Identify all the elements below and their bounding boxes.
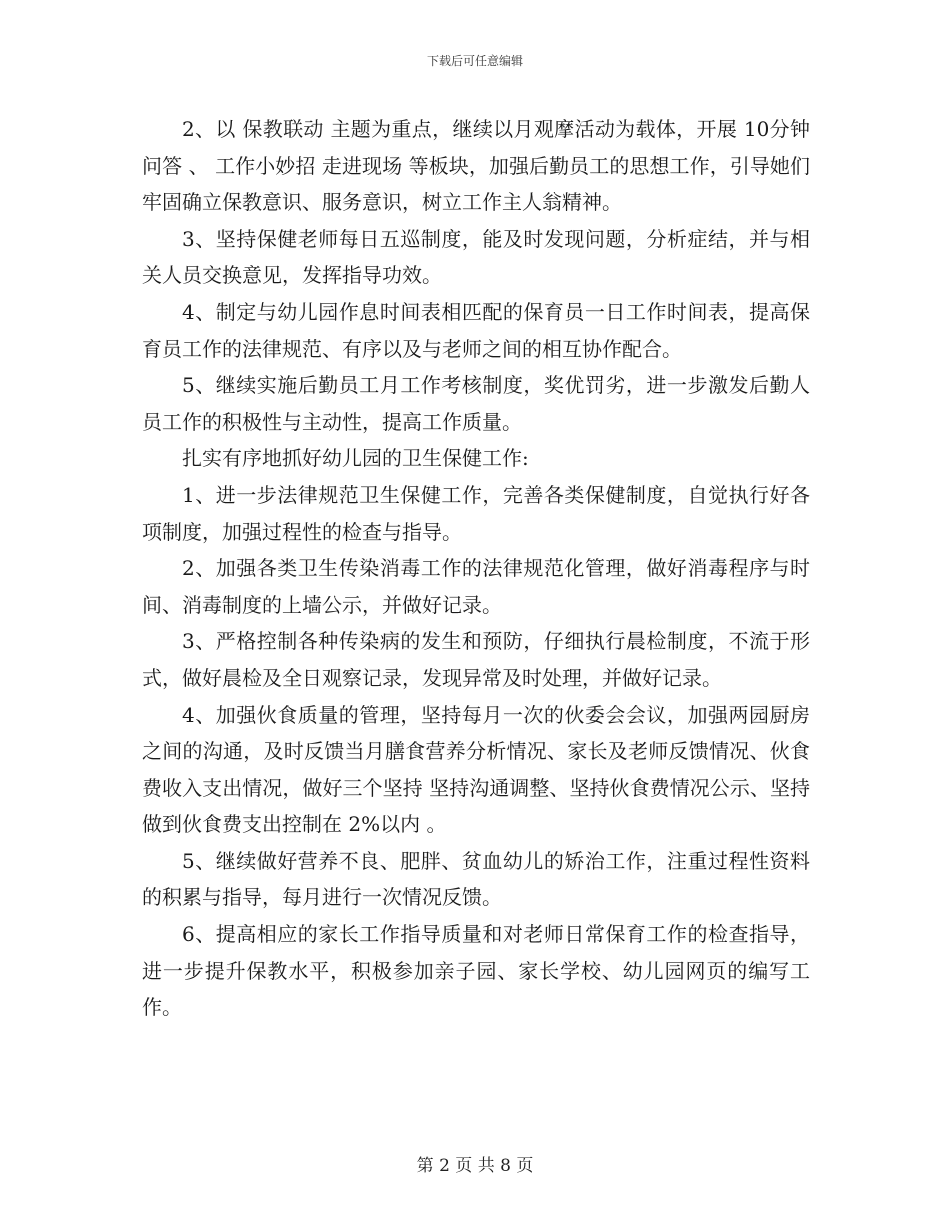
paragraph-6: 1、进一步法律规范卫生保健工作，完善各类保健制度，自觉执行好各项制度，加强过程性的检查与指导。 <box>142 482 810 544</box>
page-number: 第 2 页 共 8 页 <box>416 1156 534 1176</box>
paragraph-3: 4、制定与幼儿园作息时间表相匹配的保育员一日工作时间表，提高保育员工作的法律规范、有序以及与老师之间的相互协作配合。 <box>142 299 810 361</box>
paragraph-9: 4、加强伙食质量的管理，坚持每月一次的伙委会会议，加强两园厨房之间的沟通，及时反馈当月膳食营养分析情况、家长及老师反馈情况、伙食费收入支出情况，做好三个坚持 坚持沟通调整、坚持伙食费情况公示、坚持做到伙食费支出控制在 2%以内 。 <box>142 702 810 837</box>
paragraph-11: 6、提高相应的家长工作指导质量和对老师日常保育工作的检查指导，进一步提升保教水平，积极参加亲子园、家长学校、幼儿园网页的编写工作。 <box>142 922 810 1020</box>
paragraph-7: 2、加强各类卫生传染消毒工作的法律规范化管理，做好消毒程序与时间、消毒制度的上墙公示，并做好记录。 <box>142 556 810 617</box>
section-heading: 扎实有序地抓好幼儿园的卫生保健工作: <box>182 446 529 471</box>
paragraph-8: 3、严格控制各种传染病的发生和预防，仔细执行晨检制度，不流于形式，做好晨检及全日观察记录，发现异常及时处理，并做好记录。 <box>142 629 810 690</box>
paragraph-4: 5、继续实施后勤员工月工作考核制度，奖优罚劣，进一步激发后勤人员工作的积极性与主动性，提高工作质量。 <box>142 373 810 434</box>
paragraph-1: 2、以 保教联动 主题为重点，继续以月观摩活动为载体，开展 10分钟问答 、 工作小妙招 走进现场 等板块，加强后勤员工的思想工作，引导她们牢固确立保教意识、服务意识，树立工作主人翁精神。 <box>142 117 810 215</box>
page-header: 下载后可任意编辑 <box>426 54 523 68</box>
paragraph-10: 5、继续做好营养不良、肥胖、贫血幼儿的矫治工作，注重过程性资料的积累与指导，每月进行一次情况反馈。 <box>142 848 810 910</box>
paragraph-2: 3、坚持保健老师每日五巡制度，能及时发现问题，分析症结，并与相关人员交换意见，发挥指导功效。 <box>142 226 810 288</box>
document-body <box>142 111 810 1026</box>
